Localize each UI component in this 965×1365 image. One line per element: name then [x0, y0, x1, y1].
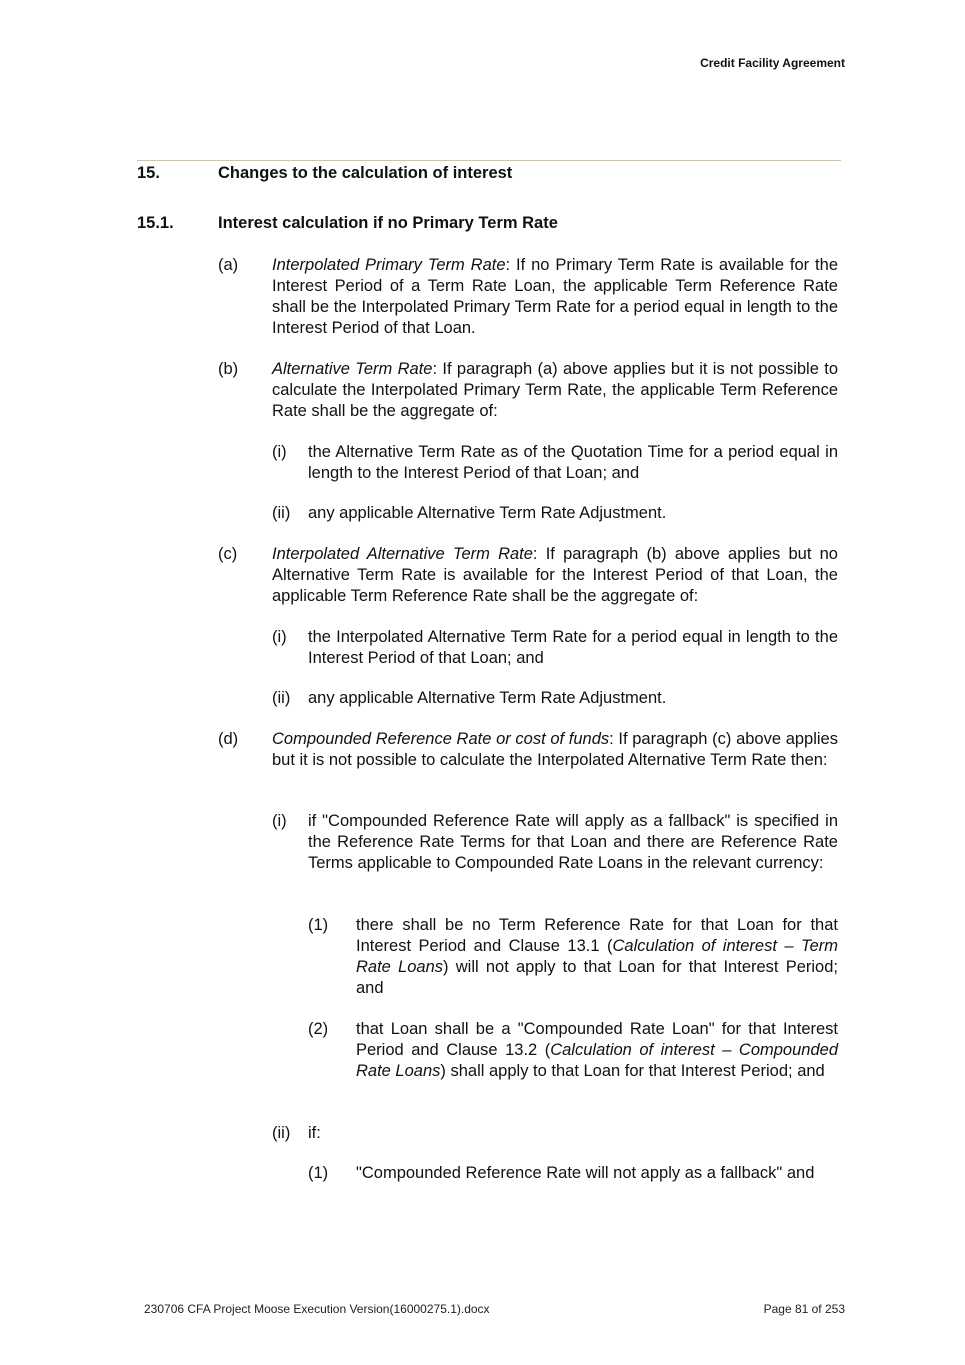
paragraph-text: Interpolated Alternative Term Rate: If paragraph (b) above applies but no Alternative Term Rate is available for the Interest Period of that Loan, the applicable Term Reference Rate shall be the aggregate of:: [272, 545, 838, 605]
running-header: Credit Facility Agreement: [700, 56, 845, 70]
subparagraph-text: if:: [308, 1124, 321, 1142]
subsubparagraph-text: "Compounded Reference Rate will not apply as a fallback" and: [356, 1164, 815, 1182]
subsubparagraph-text: that Loan shall be a "Compounded Rate Loan" for that Interest Period and Clause 13.2 (Calculation of interest – Compounded Rate Loans) shall apply to that Loan for that Interest Period; and: [356, 1020, 838, 1080]
defined-term: Compounded Reference Rate or cost of funds: [272, 730, 610, 748]
subparagraph-text: the Alternative Term Rate as of the Quotation Time for a period equal in length to the Interest Period of that Loan; and: [308, 443, 838, 482]
clause-divider: [137, 160, 841, 161]
paragraph-text: Compounded Reference Rate or cost of funds: If paragraph (c) above applies but it is not possible to calculate the Interpolated Alternative Term Rate then:: [272, 730, 838, 769]
clause-reference: Calculation of interest – Term Rate Loans: [356, 937, 838, 976]
subsubparagraph-label: (2): [308, 1020, 329, 1038]
subsubparagraph-label: (1): [308, 916, 329, 934]
paragraph-label: (c): [218, 545, 238, 563]
subsubparagraph-text: there shall be no Term Reference Rate for that Loan for that Interest Period and Clause 13.1 (Calculation of interest – Term Rate Loans) will not apply to that Loan for that Interest Period; and: [356, 916, 838, 997]
paragraph-label: (a): [218, 256, 239, 274]
subparagraph-label: (i): [272, 443, 287, 461]
paragraph-text: Interpolated Primary Term Rate: If no Primary Term Rate is available for the Interest Period of a Term Rate Loan, the applicable Term Reference Rate shall be the Interpolated Primary Term Rate for a period equal in length to the Interest Period of that Loan.: [272, 256, 838, 337]
subsubparagraph-label: (1): [308, 1164, 329, 1182]
clause-reference: Calculation of interest – Compounded Rate Loans: [356, 1041, 838, 1080]
clause-number: 15.1.: [137, 214, 174, 232]
subparagraph-label: (i): [272, 812, 287, 830]
paragraph-label: (b): [218, 360, 239, 378]
footer-filename: 230706 CFA Project Moose Execution Version(16000275.1).docx: [144, 1302, 490, 1316]
subparagraph-label: (ii): [272, 504, 291, 522]
subparagraph-label: (i): [272, 628, 287, 646]
subparagraph-text: the Interpolated Alternative Term Rate for a period equal in length to the Interest Period of that Loan; and: [308, 628, 838, 667]
subparagraph-label: (ii): [272, 689, 291, 707]
defined-term: Interpolated Primary Term Rate: [272, 256, 506, 274]
subparagraph-text: any applicable Alternative Term Rate Adjustment.: [308, 504, 667, 522]
defined-term: Interpolated Alternative Term Rate: [272, 545, 533, 563]
subparagraph-text: any applicable Alternative Term Rate Adjustment.: [308, 689, 667, 707]
defined-term: Alternative Term Rate: [272, 360, 433, 378]
clause-title: Interest calculation if no Primary Term Rate: [218, 214, 558, 232]
footer-page-number: Page 81 of 253: [763, 1302, 845, 1316]
paragraph-text: Alternative Term Rate: If paragraph (a) above applies but it is not possible to calculate the Interpolated Primary Term Rate, the applicable Term Reference Rate shall be the aggregate of:: [272, 360, 838, 420]
paragraph-label: (d): [218, 730, 239, 748]
clause-number: 15.: [137, 164, 160, 182]
subparagraph-label: (ii): [272, 1124, 291, 1142]
subparagraph-text: if "Compounded Reference Rate will apply as a fallback" is specified in the Reference Rate Terms for that Loan and there are Reference Rate Terms applicable to Compounded Rate Loans in the relevant currency:: [308, 812, 838, 872]
clause-title: Changes to the calculation of interest: [218, 164, 513, 182]
